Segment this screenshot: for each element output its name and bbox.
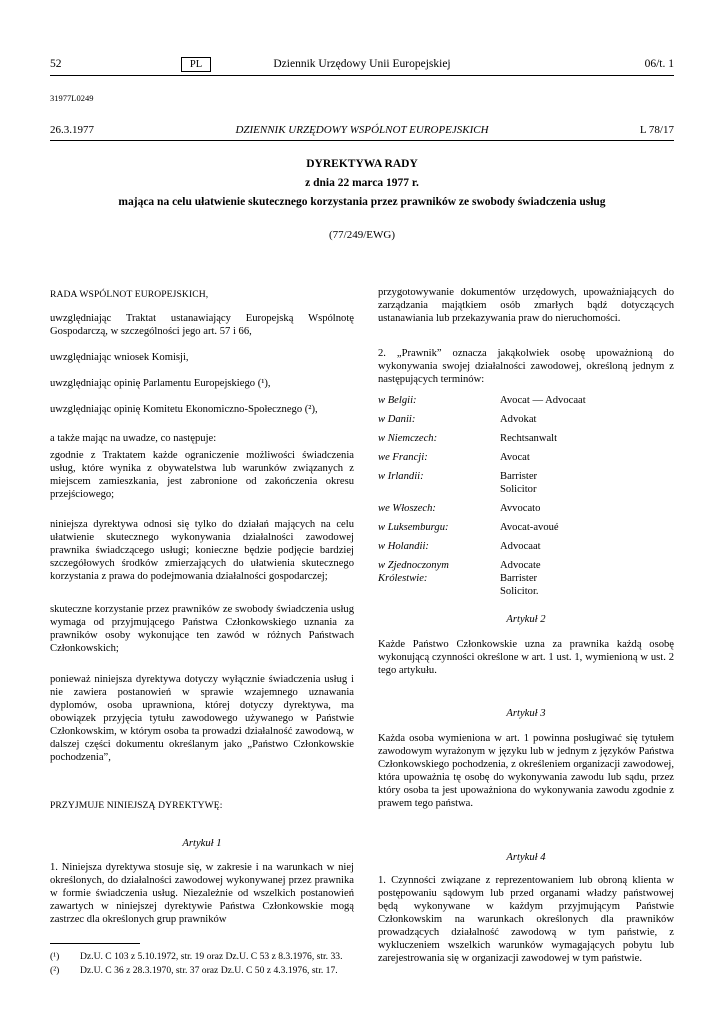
terms-title: Rechtsanwalt xyxy=(500,433,558,444)
document-title: DYREKTYWA RADY xyxy=(306,158,418,170)
terms-country: w Irlandii: xyxy=(378,471,424,482)
terms-row xyxy=(378,559,674,604)
original-date: 26.3.1977 xyxy=(50,124,94,136)
citation-parliament: uwzględniając opinię Parlamentu Europejskiego (¹), xyxy=(50,378,271,389)
footnote-1 xyxy=(50,950,354,963)
article-4-text: 1. Czynności związane z reprezentowaniem lub obroną klienta w postępowaniu sądowym lub przed organami władzy państwowej będą wykonywane w każdym przyjmującym Państwie Członkowskim na warunkach określonych dla prawników prowadzących działalność zawodową w tym państwie, z wykluczeniem wszelkich warunków wymagających pobytu lub zarejestrowania się w organizacji zawodowej w tym państwie. xyxy=(378,875,674,964)
article-3-text: Każda osoba wymieniona w art. 1 powinna posługiwać się tytułem zawodowym wyrażonym w języku lub w jednym z języków Państwa Członkowskiego pochodzenia, z określeniem organizacji zawodowej, która upoważnia tę osobę do wykonywania zawodu lub sądu, przez który osoba ta jest upoważniona do wykonywania zawodu zgodnie z prawem tego państwa. xyxy=(378,733,674,809)
footnote-rule xyxy=(50,943,140,944)
terms-title: Advocaat xyxy=(500,541,541,552)
article-1-paragraph-2: 2. „Prawnik” oznacza jakąkolwiek osobę upoważnioną do wykonywania swojej działalności zawodowej, określoną jednym z następujących terminów: xyxy=(378,348,674,385)
terms-country: w Luksemburgu: xyxy=(378,522,449,533)
terms-row xyxy=(378,451,674,470)
original-journal-title: DZIENNIK URZĘDOWY WSPÓLNOT EUROPEJSKICH xyxy=(235,124,489,136)
adopted-statement: PRZYJMUJE NINIEJSZĄ DYREKTYWĘ: xyxy=(50,800,223,811)
terms-row xyxy=(378,394,674,413)
article-2-text: Każde Państwo Członkowskie uzna za prawnika każdą osobę wykonującą czynności określone w art. 1 ust. 1, wymienioną w ust. 2 tego artykułu. xyxy=(378,639,674,676)
footnote-1-text: Dz.U. C 103 z 5.10.1972, str. 19 oraz Dz.U. C 53 z 8.3.1976, str. 33. xyxy=(80,951,343,962)
original-header-rule xyxy=(50,140,674,141)
footnote-2 xyxy=(50,964,354,977)
citation-commission: uwzględniając wniosek Komisji, xyxy=(50,352,189,363)
footnote-2-number: (²) xyxy=(50,965,60,976)
terms-country: we Włoszech: xyxy=(378,503,436,514)
recital-4: ponieważ niniejsza dyrektywa dotyczy wyłącznie świadczenia usług i nie zawiera postanowień w sprawie wzajemnego uznawania dyplomów, osoba uprawniona, której dotyczy dyrektywa, ma obowiązek przyjęcia tytułu zawodowego używanego w Państwie Członkowskim, w którym osoba ta prowadzi działalność zawodową, w dalszej części dokumentu określanym jako „Państwo Członkowskie pochodzenia”, xyxy=(50,674,354,763)
terms-row xyxy=(378,470,674,502)
header-rule xyxy=(50,75,674,76)
terms-row xyxy=(378,432,674,451)
article-3-heading: Artykuł 3 xyxy=(506,708,546,719)
citation-treaty: uwzględniając Traktat ustanawiający Europejską Wspólnotę Gospodarczą, w szczególności jego art. 57 i 66, xyxy=(50,313,354,337)
footnote-2-text: Dz.U. C 36 z 28.3.1970, str. 37 oraz Dz.U. C 50 z 4.3.1976, str. 17. xyxy=(80,965,338,976)
terms-title: Avocat — Advocaat xyxy=(500,395,586,406)
terms-country: w Zjednoczonym Królestwie: xyxy=(378,560,449,584)
terms-row xyxy=(378,540,674,559)
terms-title: Avocat xyxy=(500,452,530,463)
terms-country: w Belgii: xyxy=(378,395,417,406)
document-subject: mająca na celu ułatwienie skutecznego korzystania przez prawników ze swobody świadczenia usług xyxy=(118,196,606,208)
article-1-heading: Artykuł 1 xyxy=(182,838,222,849)
article-2-heading: Artykuł 2 xyxy=(506,614,546,625)
article-1-continuation: przygotowywanie dokumentów urzędowych, upoważniających do zarządzania majątkiem osób zmarłych bądź dotyczących ustanawiania lub przekazywania praw do nieruchomości. xyxy=(378,287,674,324)
citation-esc: uwzględniając opinię Komitetu Ekonomiczno-Społecznego (²), xyxy=(50,404,318,415)
recitals-intro: a także mając na uwadze, co następuje: xyxy=(50,433,217,444)
terms-country: w Holandii: xyxy=(378,541,429,552)
terms-title: Advocate Barrister Solicitor. xyxy=(500,560,541,597)
terms-title: Avvocato xyxy=(500,503,541,514)
council-heading: RADA WSPÓLNOT EUROPEJSKICH, xyxy=(50,289,209,300)
recital-1: zgodnie z Traktatem każde ograniczenie możliwości świadczenia usług, które wynika z obywatelstwa lub warunków związanych z miejscem zamieszkania, jest zabronione od zakończenia okresu przejściowego; xyxy=(50,450,354,500)
original-header xyxy=(50,124,674,138)
document-reference: (77/249/EWG) xyxy=(329,229,395,241)
recital-2: niniejsza dyrektywa odnosi się tylko do działań mających na celu ułatwienie skutecznego wykonywania działalności zawodowej prawnika świadczącego usługi; konieczne będzie podjęcie bardziej szczegółowych środków zmierzających do ułatwienia skutecznego korzystania z prawa do podejmowania działalności gospodarczej; xyxy=(50,519,354,582)
terms-title: Advokat xyxy=(500,414,537,425)
terms-row xyxy=(378,413,674,432)
running-header xyxy=(50,58,674,72)
lawyer-terms-table xyxy=(378,394,674,604)
terms-row xyxy=(378,521,674,540)
original-page-ref: L 78/17 xyxy=(639,124,674,136)
terms-country: we Francji: xyxy=(378,452,428,463)
edition-label: 06/t. 1 xyxy=(644,58,674,70)
terms-title: Barrister Solicitor xyxy=(500,471,538,495)
terms-title: Avocat-avoué xyxy=(500,522,559,533)
article-1-text: 1. Niniejsza dyrektywa stosuje się, w zakresie i na warunkach w niej określonych, do działalności zawodowej wykonywanej przez prawnika w formie świadczenia usług. Niezależnie od wszelkich postanowień zawartych w niniejszej dyrektywie Państwa Członkowskie mogą zastrzec dla określonych grup prawników xyxy=(50,862,354,925)
recital-3: skuteczne korzystanie przez prawników ze swobody świadczenia usług wymaga od przyjmującego Państwa Członkowskiego uznania za prawników osoby wykonujące ten zawód w różnych Państwach Członkowskich; xyxy=(50,604,354,654)
article-4-heading: Artykuł 4 xyxy=(506,852,546,863)
language-badge: PL xyxy=(181,57,211,72)
page-number: 52 xyxy=(50,58,62,70)
document-date: z dnia 22 marca 1977 r. xyxy=(305,177,419,189)
terms-country: w Niemczech: xyxy=(378,433,438,444)
terms-country: w Danii: xyxy=(378,414,416,425)
celex-number: 31977L0249 xyxy=(50,93,94,103)
footnote-1-number: (¹) xyxy=(50,951,60,962)
terms-row xyxy=(378,502,674,521)
journal-title: Dziennik Urzędowy Unii Europejskiej xyxy=(273,58,451,70)
